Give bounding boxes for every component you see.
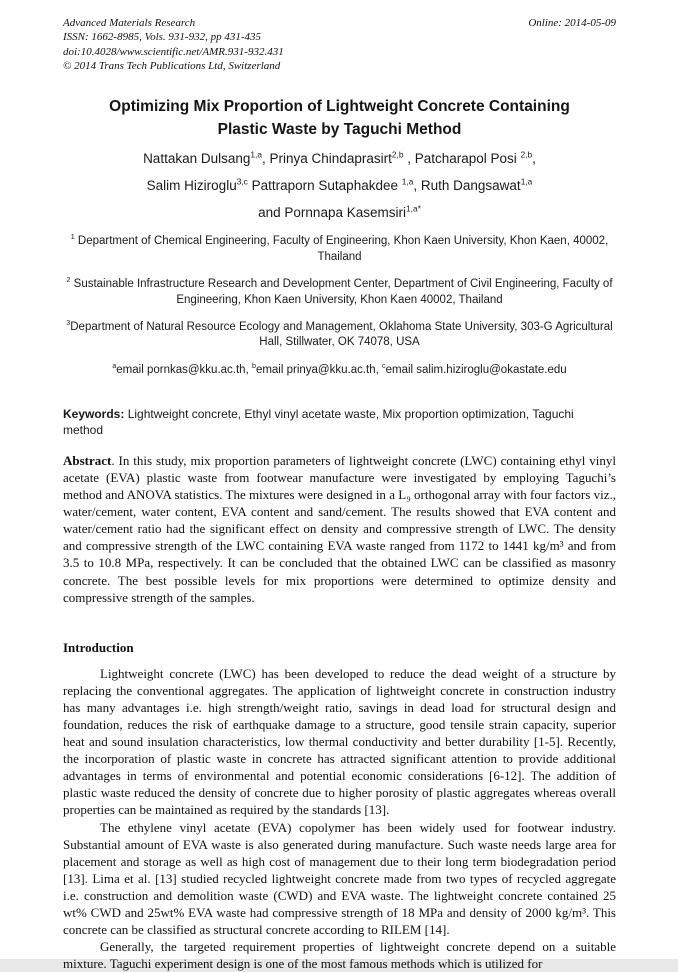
affiliation-superscript: 2 bbox=[66, 275, 71, 284]
section-heading-introduction: Introduction bbox=[63, 639, 134, 655]
paper-title bbox=[63, 96, 616, 142]
affiliation-text: Sustainable Infrastructure Research and Development Center, Department of Civil Engineering, Faculty of Engineering, Khon Kaen University, Khon Kaen 40002, Thailand bbox=[70, 277, 613, 306]
issn-line: ISSN: 1662-8985, Vols. 931-932, pp 431-435 bbox=[63, 31, 261, 44]
author-superscript: 1,a* bbox=[405, 203, 421, 214]
authors-line-2 bbox=[63, 172, 616, 199]
author-separator: , bbox=[262, 151, 270, 167]
email-text: email pornkas@kku.ac.th, bbox=[116, 364, 252, 377]
intro-paragraph-1: Lightweight concrete (LWC) has been developed to reduce the dead weight of a structure by replacing the conventional aggregates. The application of lightweight concrete in construction industry has many advantages i.e. high strength/weight ratio, savings in dead load for structural design and foundation, reduces the risk of earthquake damage to a structure, good tensile strain capacity, superior heat and sound insulation characteristics, low thermal conductivity and better durability [1-5]. Recently, the incorporation of plastic waste in concrete has attracted significant attention to provide additional advantages in terms of environmental and potential economic considerations [6-12]. The addition of plastic waste reduced the density of concrete due to higher porosity of plastic aggregates whereas overall properties can be maintained as required by the standards [13]. bbox=[63, 665, 616, 818]
author-name: Prinya Chindaprasirt bbox=[269, 151, 392, 167]
author-superscript: 1,a bbox=[250, 149, 263, 160]
authors-block bbox=[63, 145, 616, 226]
email-superscript: b bbox=[251, 362, 256, 371]
abstract-label: Abstract bbox=[63, 452, 112, 468]
affiliation-text: Department of Natural Resource Ecology and Management, Oklahoma State University, 303-G Agricultural Hall, Stillwater, OK 74078, USA bbox=[70, 320, 613, 349]
author-separator: , bbox=[413, 178, 421, 194]
journal-header bbox=[63, 16, 616, 73]
affiliations-block bbox=[63, 234, 616, 376]
copyright-line: © 2014 Trans Tech Publications Ltd, Switzerland bbox=[63, 59, 281, 72]
keywords-label: Keywords: bbox=[63, 407, 125, 422]
author-superscript: 1,a bbox=[520, 176, 533, 187]
author-superscript: 2,b bbox=[520, 149, 533, 160]
intro-paragraph-2: The ethylene vinyl acetate (EVA) copolymer has been widely used for footwear industry. Substantial amount of EVA waste is also generated during manufacture. Such waste needs large area for placement and storage as well as high cost of management due to their long term biodegradation period [13]. Lima et al. [13] studied recycled lightweight concrete made from two types of recycled aggregate i.e. construction and demolition waste (CWD) and EVA waste. The lightweight concrete contained 25 wt% CWD and 25wt% EVA waste had compressive strength of 18 MPa and density of 2000 kg/m³. This concrete can be classified as structural concrete according to RILEM [14]. bbox=[63, 819, 616, 938]
authors-line-3 bbox=[63, 199, 616, 226]
author-superscript: 2,b bbox=[391, 149, 404, 160]
author-superscript: 3,c bbox=[236, 176, 248, 187]
author-superscript: 1,a bbox=[401, 176, 414, 187]
doi-line: doi:10.4028/www.scientific.net/AMR.931-932.431 bbox=[63, 45, 284, 58]
affiliation-superscript: 1 bbox=[70, 233, 75, 242]
title-line-1: Optimizing Mix Proportion of Lightweight Concrete Containing bbox=[109, 98, 570, 116]
authors-line-1 bbox=[63, 145, 616, 172]
online-date: Online: 2014-05-09 bbox=[528, 17, 616, 29]
affiliation bbox=[63, 277, 616, 309]
email-superscript: a bbox=[112, 362, 117, 371]
author-name: Ruth Dangsawat bbox=[420, 178, 521, 194]
author-name: Patcharapol Posi bbox=[414, 151, 521, 167]
affiliation-superscript: 3 bbox=[66, 318, 71, 327]
email-superscript: c bbox=[382, 362, 386, 371]
author-name: and Pornnapa Kasemsiri bbox=[258, 205, 406, 221]
journal-header-left bbox=[63, 16, 284, 73]
affiliation bbox=[63, 234, 616, 266]
email-text: email salim.hiziroglu@okastate.edu bbox=[385, 364, 567, 377]
author-separator: , bbox=[532, 151, 536, 167]
title-line-2: Plastic Waste by Taguchi Method bbox=[217, 121, 462, 139]
abstract-text: . In this study, mix proportion parameters of lightweight concrete (LWC) containing ethyl vinyl acetate (EVA) plastic waste from footwear manufacture were investigated by employing Taguchi’s method and ANOVA statistics. The mixtures were designed in a L₉ orthogonal array with four factors viz., water/cement, water content, EVA content and sand/cement. The results showed that EVA content and water/cement ratio had the significant effect on density and compressive strength of LWC. The density and compressive strength of the LWC containing EVA waste ranged from 1172 to 1441 kg/m³ and from 3.5 to 10.8 MPa, respectively. It can be concluded that the obtained LWC can be classified as masonry concrete. The best possible levels for mix proportions were determined to optimize density and compressive strength of the samples. bbox=[63, 452, 616, 605]
affiliation-text: Department of Chemical Engineering, Faculty of Engineering, Khon Kaen University, Khon Kaen, 40002, Thailand bbox=[74, 235, 609, 263]
author-name: Nattakan Dulsang bbox=[143, 151, 251, 167]
author-name: Pattraporn Sutaphakdee bbox=[251, 178, 402, 194]
email-text: email prinya@kku.ac.th, bbox=[255, 364, 383, 377]
affiliation bbox=[63, 320, 616, 352]
abstract-paragraph bbox=[63, 452, 616, 606]
journal-name: Advanced Materials Research bbox=[63, 17, 196, 29]
intro-paragraph-3: Generally, the targeted requirement properties of lightweight concrete depend on a suitable mixture. Taguchi experiment design is one of the most famous methods which is utilized for bbox=[63, 939, 616, 972]
author-separator: , bbox=[403, 151, 415, 167]
author-name: Salim Hiziroglu bbox=[146, 178, 237, 194]
keywords-block bbox=[63, 407, 616, 439]
keywords-text: Lightweight concrete, Ethyl vinyl acetate waste, Mix proportion optimization, Taguchi method bbox=[63, 407, 574, 438]
emails-line bbox=[63, 364, 616, 376]
